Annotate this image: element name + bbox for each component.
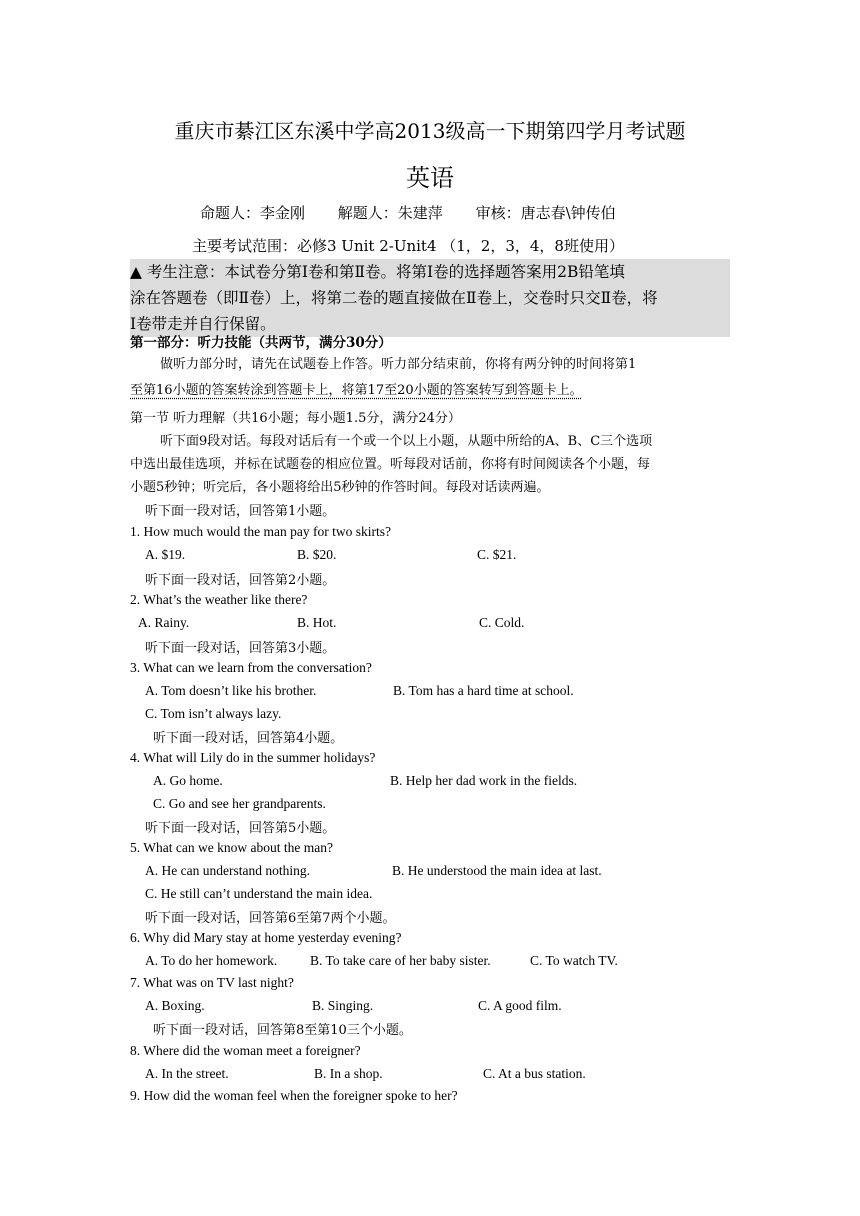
q7-option-a: A. Boxing. bbox=[145, 998, 205, 1013]
q6-option-b: B. To take care of her baby sister. bbox=[310, 953, 491, 968]
section1-line-1: 听下面9段对话。每段对话后有一个或一个以上小题，从题中所给的A、B、C三个选项 bbox=[160, 434, 653, 449]
exam-scope: 主要考试范围：必修3 Unit 2-Unit4 （1，2，3，4，8班使用） bbox=[192, 237, 624, 255]
part1-heading: 第一部分：听力技能（共两节，满分30分） bbox=[130, 335, 392, 351]
proposer: 命题人：李金刚 bbox=[200, 204, 306, 222]
question-9: 9. How did the woman feel when the foreigner spoke to her? bbox=[130, 1088, 458, 1103]
q1-option-b: B. $20. bbox=[297, 547, 337, 562]
q3-option-b: B. Tom has a hard time at school. bbox=[393, 683, 574, 698]
q4-option-b: B. Help her dad work in the fields. bbox=[390, 773, 578, 788]
reviewer: 审核：唐志春\钟传伯 bbox=[475, 204, 616, 222]
notice-box bbox=[130, 259, 730, 337]
q6-option-c: C. To watch TV. bbox=[530, 953, 618, 968]
listening-cue: 听下面一段对话，回答第5小题。 bbox=[145, 821, 336, 836]
question-2: 2. What’s the weather like there? bbox=[130, 592, 308, 607]
listening-cue: 听下面一段对话，回答第4小题。 bbox=[153, 731, 344, 746]
instruction-line-2: 至第16小题的答案转涂到答题卡上，将第17至20小题的答案转写到答题卡上。 bbox=[130, 383, 583, 398]
section1-line-3: 小题5秒钟；听完后，各小题将给出5秒钟的作答时间。每段对话读两遍。 bbox=[130, 480, 550, 495]
q8-option-c: C. At a bus station. bbox=[483, 1066, 586, 1081]
q2-option-c: C. Cold. bbox=[479, 615, 525, 630]
q8-option-a: A. In the street. bbox=[145, 1066, 229, 1081]
exam-title: 重庆市綦江区东溪中学高2013级高一下期第四学月考试题 bbox=[174, 119, 686, 143]
listening-cue: 听下面一段对话，回答第3小题。 bbox=[145, 641, 336, 656]
question-7: 7. What was on TV last night? bbox=[130, 975, 294, 990]
subject-title: 英语 bbox=[406, 164, 454, 192]
question-4: 4. What will Lily do in the summer holidays? bbox=[130, 750, 376, 765]
q5-option-c: C. He still can’t understand the main idea. bbox=[145, 886, 373, 901]
q2-option-a: A. Rainy. bbox=[138, 615, 190, 630]
listening-cue: 听下面一段对话，回答第6至第7两个小题。 bbox=[145, 911, 396, 926]
q4-option-a: A. Go home. bbox=[153, 773, 223, 788]
q3-option-c: C. Tom isn’t always lazy. bbox=[145, 706, 282, 721]
question-1: 1. How much would the man pay for two skirts? bbox=[130, 524, 391, 539]
listening-cue: 听下面一段对话，回答第8至第10三个小题。 bbox=[153, 1023, 412, 1038]
notice-line-2: 涂在答题卷（即Ⅱ卷）上，将第二卷的题直接做在Ⅱ卷上，交卷时只交Ⅱ卷，将 bbox=[130, 289, 658, 307]
q3-option-a: A. Tom doesn’t like his brother. bbox=[145, 683, 317, 698]
q5-option-a: A. He can understand nothing. bbox=[145, 863, 310, 878]
authors-line bbox=[200, 202, 644, 223]
notice-line-3: Ⅰ卷带走并自行保留。 bbox=[130, 315, 276, 333]
q4-option-c: C. Go and see her grandparents. bbox=[153, 796, 326, 811]
listening-cue: 听下面一段对话，回答第2小题。 bbox=[145, 573, 336, 588]
question-6: 6. Why did Mary stay at home yesterday evening? bbox=[130, 930, 402, 945]
q2-option-b: B. Hot. bbox=[297, 615, 337, 630]
question-3: 3. What can we learn from the conversation? bbox=[130, 660, 372, 675]
q1-option-c: C. $21. bbox=[477, 547, 517, 562]
q8-option-b: B. In a shop. bbox=[314, 1066, 383, 1081]
notice-line-1: ▲ 考生注意：本试卷分第Ⅰ卷和第Ⅱ卷。将第Ⅰ卷的选择题答案用2B铅笔填 bbox=[130, 263, 625, 281]
q6-option-a: A. To do her homework. bbox=[145, 953, 278, 968]
question-5: 5. What can we know about the man? bbox=[130, 840, 333, 855]
q5-option-b: B. He understood the main idea at last. bbox=[392, 863, 602, 878]
instruction-line-1: 做听力部分时，请先在试题卷上作答。听力部分结束前，你将有两分钟的时间将第1 bbox=[160, 357, 637, 372]
listening-cue: 听下面一段对话，回答第1小题。 bbox=[145, 504, 336, 519]
solver: 解题人：朱建萍 bbox=[337, 204, 443, 222]
section1-heading: 第一节 听力理解（共16小题；每小题1.5分，满分24分） bbox=[130, 411, 461, 426]
section1-line-2: 中选出最佳选项，并标在试题卷的相应位置。听每段对话前，你将有时间阅读各个小题，每 bbox=[130, 457, 651, 472]
question-8: 8. Where did the woman meet a foreigner? bbox=[130, 1043, 361, 1058]
q7-option-c: C. A good film. bbox=[478, 998, 562, 1013]
q7-option-b: B. Singing. bbox=[312, 998, 374, 1013]
q1-option-a: A. $19. bbox=[145, 547, 186, 562]
